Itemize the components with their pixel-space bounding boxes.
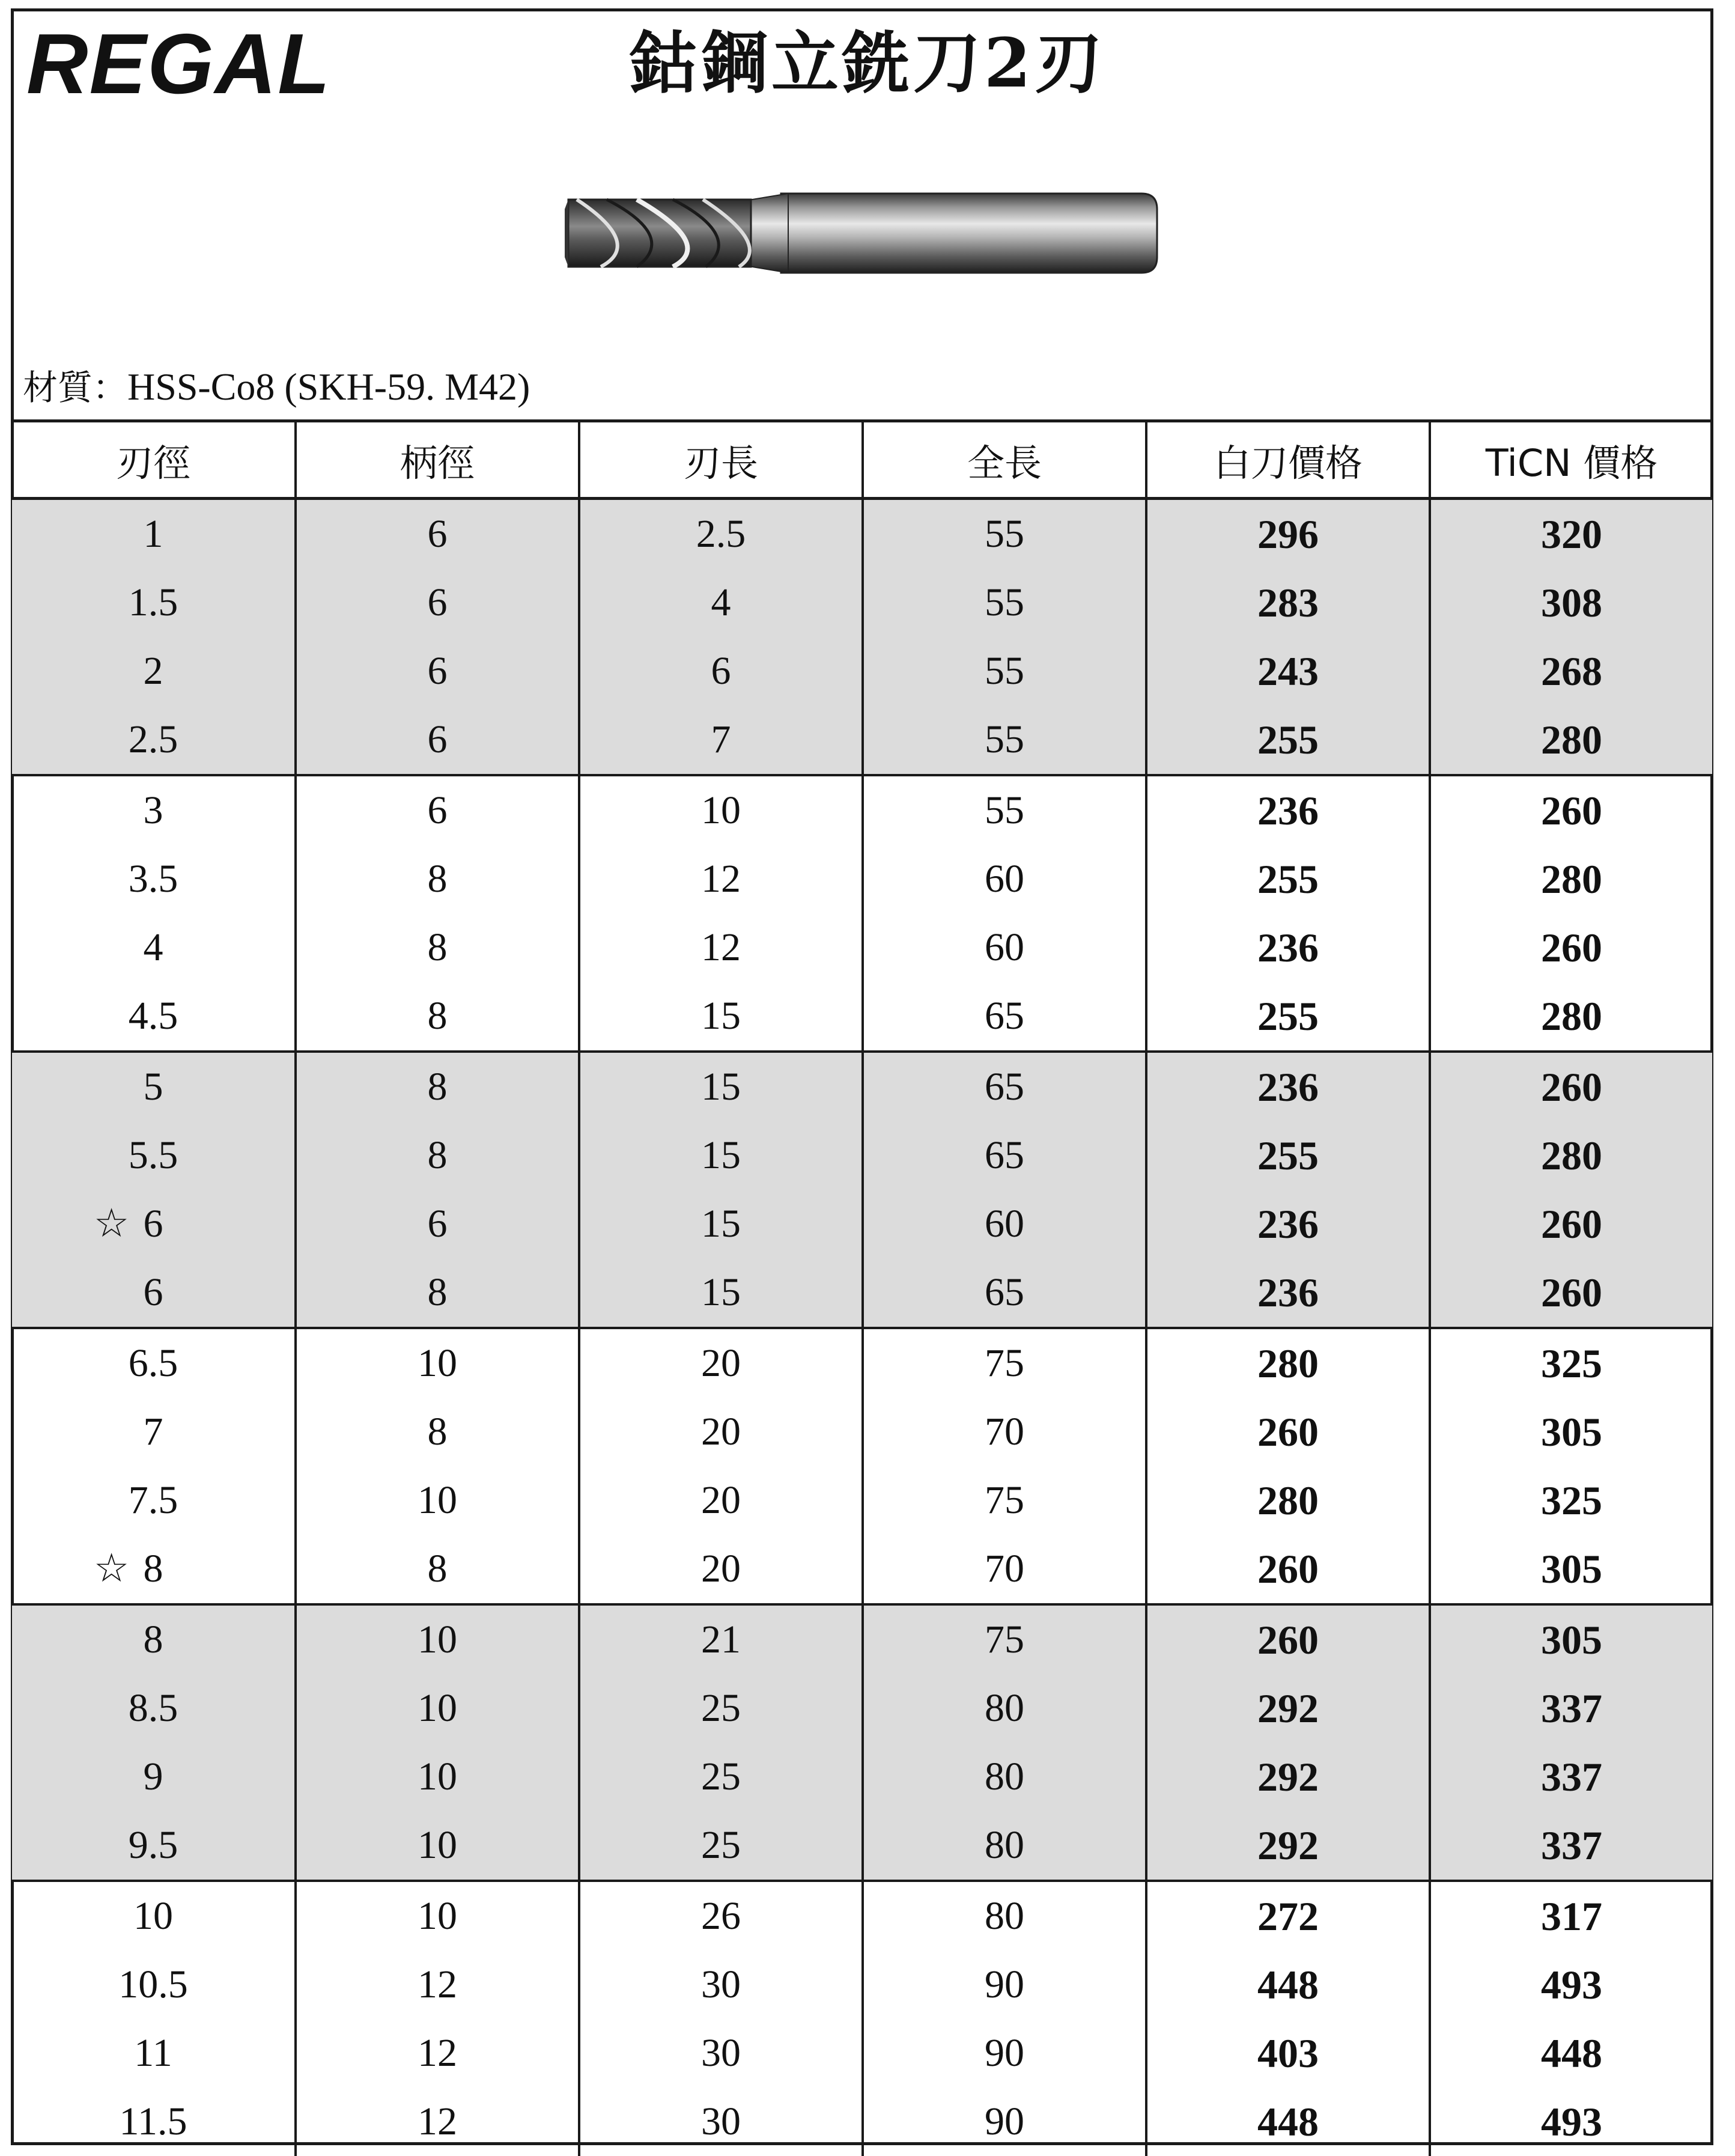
cell-price-plain: 296 <box>1146 499 1430 569</box>
cell-price-ticn: 280 <box>1430 845 1712 913</box>
table-row <box>12 913 1712 982</box>
cell-overall-length: 75 <box>863 1466 1146 1535</box>
cell-shank-diameter: 10 <box>296 1466 579 1535</box>
cell-price-ticn: 325 <box>1430 1466 1712 1535</box>
cell-flute-length: 2.5 <box>579 499 863 569</box>
cell-flute-length: 7 <box>579 705 863 775</box>
cell-shank-diameter: 6 <box>296 499 579 569</box>
cell-shank-diameter: 6 <box>296 568 579 637</box>
table-row <box>12 2019 1712 2087</box>
cell-price-plain: 255 <box>1146 982 1430 1052</box>
cell-cutting-diameter <box>12 568 296 637</box>
table-body <box>12 499 1712 2156</box>
cell-shank-diameter: 6 <box>296 705 579 775</box>
cell-price-plain: 236 <box>1146 1190 1430 1258</box>
cell-price-plain: 243 <box>1146 637 1430 705</box>
brand-logo: REGAL <box>26 16 331 112</box>
cell-price-plain: 448 <box>1146 1950 1430 2019</box>
cell-value: 6 <box>143 1202 163 1246</box>
cell-price-plain: 260 <box>1146 1535 1430 1604</box>
cell-flute-length: 12 <box>579 845 863 913</box>
cell-shank-diameter: 6 <box>296 637 579 705</box>
cell-price-plain: 260 <box>1146 1398 1430 1466</box>
cell-flute-length: 20 <box>579 1328 863 1398</box>
cell-overall-length: 55 <box>863 499 1146 569</box>
cell-cutting-diameter <box>12 1950 296 2019</box>
cell-shank-diameter: 8 <box>296 1535 579 1604</box>
material-value: HSS-Co8 (SKH-59. M42) <box>127 365 530 408</box>
cell-overall-length: 80 <box>863 1674 1146 1743</box>
cell-overall-length: 55 <box>863 775 1146 845</box>
cell-cutting-diameter <box>12 2087 296 2156</box>
cell-cutting-diameter <box>12 2019 296 2087</box>
cell-flute-length: 30 <box>579 2019 863 2087</box>
table-row <box>12 1881 1712 1950</box>
cell-price-ticn: 493 <box>1430 2087 1712 2156</box>
table-row <box>12 775 1712 845</box>
cell-price-ticn: 493 <box>1430 1950 1712 2019</box>
cell-value: 4 <box>143 925 163 969</box>
cell-price-ticn: 280 <box>1430 1121 1712 1190</box>
cell-flute-length: 25 <box>579 1674 863 1743</box>
cell-price-ticn: 337 <box>1430 1674 1712 1743</box>
cell-cutting-diameter <box>12 1466 296 1535</box>
cell-value: 3 <box>143 788 163 832</box>
cell-price-plain: 292 <box>1146 1674 1430 1743</box>
cell-overall-length: 60 <box>863 913 1146 982</box>
cell-value: 8 <box>143 1618 163 1661</box>
cell-value: 2 <box>143 649 163 693</box>
table-row <box>12 1674 1712 1743</box>
table-row <box>12 1743 1712 1811</box>
cell-price-plain: 236 <box>1146 775 1430 845</box>
cell-cutting-diameter <box>12 1328 296 1398</box>
cell-price-ticn: 280 <box>1430 982 1712 1052</box>
cell-shank-diameter: 10 <box>296 1328 579 1398</box>
cell-overall-length: 55 <box>863 568 1146 637</box>
cell-price-ticn: 337 <box>1430 1743 1712 1811</box>
end-mill-2-flute-icon <box>565 191 1159 275</box>
cell-cutting-diameter <box>12 1604 296 1674</box>
cell-price-ticn: 260 <box>1430 1052 1712 1121</box>
cell-flute-length: 21 <box>579 1604 863 1674</box>
cell-value: 10.5 <box>118 1963 188 2006</box>
cell-shank-diameter: 8 <box>296 913 579 982</box>
cell-price-plain: 236 <box>1146 1052 1430 1121</box>
star-icon: ☆ <box>94 1199 130 1246</box>
cell-cutting-diameter <box>12 1743 296 1811</box>
cell-overall-length: 65 <box>863 1052 1146 1121</box>
cell-cutting-diameter <box>12 1398 296 1466</box>
cell-cutting-diameter <box>12 1190 296 1258</box>
cell-shank-diameter: 10 <box>296 1743 579 1811</box>
cell-value: 8.5 <box>128 1686 178 1730</box>
cell-price-plain: 403 <box>1146 2019 1430 2087</box>
cell-overall-length: 75 <box>863 1604 1146 1674</box>
cell-price-ticn: 305 <box>1430 1604 1712 1674</box>
cell-overall-length: 55 <box>863 637 1146 705</box>
cell-flute-length: 15 <box>579 1121 863 1190</box>
cell-shank-diameter: 12 <box>296 2087 579 2156</box>
cell-flute-length: 15 <box>579 1258 863 1328</box>
cell-price-ticn: 260 <box>1430 775 1712 845</box>
cell-flute-length: 10 <box>579 775 863 845</box>
cell-flute-length: 25 <box>579 1743 863 1811</box>
cell-overall-length: 75 <box>863 1328 1146 1398</box>
star-icon: ☆ <box>94 1544 130 1591</box>
cell-cutting-diameter <box>12 775 296 845</box>
cell-cutting-diameter <box>12 705 296 775</box>
cell-cutting-diameter <box>12 1674 296 1743</box>
cell-shank-diameter: 12 <box>296 2019 579 2087</box>
cell-value: 9 <box>143 1755 163 1798</box>
cell-shank-diameter: 8 <box>296 982 579 1052</box>
table-row <box>12 1190 1712 1258</box>
table-row <box>12 1950 1712 2019</box>
cell-price-ticn: 260 <box>1430 913 1712 982</box>
table-row <box>12 637 1712 705</box>
cell-price-ticn: 280 <box>1430 705 1712 775</box>
header-price-plain: 白刀價格 <box>1146 421 1430 499</box>
cell-shank-diameter: 8 <box>296 1258 579 1328</box>
cell-shank-diameter: 8 <box>296 1121 579 1190</box>
cell-price-plain: 236 <box>1146 1258 1430 1328</box>
table-row <box>12 845 1712 913</box>
cell-shank-diameter: 10 <box>296 1811 579 1881</box>
table-row <box>12 568 1712 637</box>
cell-overall-length: 70 <box>863 1398 1146 1466</box>
table-row <box>12 499 1712 569</box>
cell-value: 11 <box>134 2031 172 2075</box>
table-row <box>12 1604 1712 1674</box>
cell-flute-length: 6 <box>579 637 863 705</box>
cell-overall-length: 80 <box>863 1881 1146 1950</box>
cell-shank-diameter: 8 <box>296 845 579 913</box>
table-row <box>12 1398 1712 1466</box>
header-flute-length: 刃長 <box>579 421 863 499</box>
cell-overall-length: 80 <box>863 1811 1146 1881</box>
cell-price-ticn: 305 <box>1430 1398 1712 1466</box>
cell-cutting-diameter <box>12 1535 296 1604</box>
cell-value: 3.5 <box>128 857 178 901</box>
table-row <box>12 1328 1712 1398</box>
cell-flute-length: 15 <box>579 1190 863 1258</box>
cell-price-plain: 292 <box>1146 1743 1430 1811</box>
cell-flute-length: 25 <box>579 1811 863 1881</box>
cell-value: 1.5 <box>128 580 178 624</box>
cell-cutting-diameter <box>12 845 296 913</box>
cell-value: 11.5 <box>119 2100 187 2143</box>
table-row <box>12 1258 1712 1328</box>
cell-price-ticn: 320 <box>1430 499 1712 569</box>
table-header-row <box>12 421 1712 499</box>
cell-value: 6 <box>143 1270 163 1314</box>
cell-price-plain: 448 <box>1146 2087 1430 2156</box>
cell-flute-length: 20 <box>579 1466 863 1535</box>
cell-shank-diameter: 6 <box>296 775 579 845</box>
cell-cutting-diameter <box>12 1811 296 1881</box>
cell-price-plain: 280 <box>1146 1328 1430 1398</box>
cell-price-plain: 280 <box>1146 1466 1430 1535</box>
cell-cutting-diameter <box>12 1258 296 1328</box>
cell-value: 4.5 <box>128 994 178 1038</box>
cell-cutting-diameter <box>12 499 296 569</box>
cell-price-plain: 255 <box>1146 705 1430 775</box>
cell-flute-length: 30 <box>579 1950 863 2019</box>
cell-price-ticn: 260 <box>1430 1190 1712 1258</box>
cell-price-ticn: 260 <box>1430 1258 1712 1328</box>
cell-overall-length: 70 <box>863 1535 1146 1604</box>
cell-price-plain: 272 <box>1146 1881 1430 1950</box>
cell-flute-length: 20 <box>579 1535 863 1604</box>
table-row <box>12 1052 1712 1121</box>
cell-value: 6.5 <box>128 1341 178 1385</box>
cell-shank-diameter: 10 <box>296 1881 579 1950</box>
cell-price-ticn: 308 <box>1430 568 1712 637</box>
cell-price-plain: 236 <box>1146 913 1430 982</box>
table-row <box>12 705 1712 775</box>
cell-price-ticn: 305 <box>1430 1535 1712 1604</box>
cell-cutting-diameter <box>12 913 296 982</box>
cell-price-ticn: 317 <box>1430 1881 1712 1950</box>
cell-flute-length: 15 <box>579 982 863 1052</box>
cell-price-plain: 255 <box>1146 845 1430 913</box>
cell-value: 5.5 <box>128 1133 178 1177</box>
material-label: 材質： <box>23 367 128 408</box>
cell-value: 7.5 <box>128 1478 178 1522</box>
cell-price-ticn: 268 <box>1430 637 1712 705</box>
page-title: 鈷鋼立銑刀2刃 <box>630 24 1105 103</box>
cell-price-ticn: 325 <box>1430 1328 1712 1398</box>
cell-shank-diameter: 8 <box>296 1398 579 1466</box>
cell-overall-length: 65 <box>863 1258 1146 1328</box>
cell-overall-length: 60 <box>863 1190 1146 1258</box>
cell-price-plain: 260 <box>1146 1604 1430 1674</box>
cell-cutting-diameter <box>12 1121 296 1190</box>
cell-price-plain: 292 <box>1146 1811 1430 1881</box>
cell-value: 1 <box>143 512 163 556</box>
table-row <box>12 982 1712 1052</box>
cell-overall-length: 90 <box>863 2087 1146 2156</box>
cell-value: 7 <box>143 1410 163 1454</box>
cell-shank-diameter: 6 <box>296 1190 579 1258</box>
cell-cutting-diameter <box>12 1881 296 1950</box>
cell-cutting-diameter <box>12 982 296 1052</box>
cell-flute-length: 15 <box>579 1052 863 1121</box>
table-row <box>12 2087 1712 2156</box>
cell-shank-diameter: 12 <box>296 1950 579 2019</box>
cell-price-plain: 283 <box>1146 568 1430 637</box>
header-cutting-diameter: 刃徑 <box>12 421 296 499</box>
cell-price-plain: 255 <box>1146 1121 1430 1190</box>
cell-cutting-diameter <box>12 637 296 705</box>
cell-flute-length: 30 <box>579 2087 863 2156</box>
cell-overall-length: 90 <box>863 2019 1146 2087</box>
cell-shank-diameter: 10 <box>296 1674 579 1743</box>
cell-shank-diameter: 8 <box>296 1052 579 1121</box>
header-shank-diameter: 柄徑 <box>296 421 579 499</box>
table-row <box>12 1466 1712 1535</box>
cell-flute-length: 4 <box>579 568 863 637</box>
header-price-ticn: TiCN 價格 <box>1430 421 1712 499</box>
cell-cutting-diameter <box>12 1052 296 1121</box>
price-table <box>12 419 1712 2156</box>
cell-overall-length: 80 <box>863 1743 1146 1811</box>
cell-value: 2.5 <box>128 717 178 761</box>
cell-overall-length: 65 <box>863 982 1146 1052</box>
cell-overall-length: 60 <box>863 845 1146 913</box>
cell-value: 9.5 <box>128 1823 178 1867</box>
cell-value: 10 <box>133 1894 173 1938</box>
cell-value: 8 <box>143 1547 163 1591</box>
cell-shank-diameter: 10 <box>296 1604 579 1674</box>
cell-overall-length: 55 <box>863 705 1146 775</box>
table-row <box>12 1121 1712 1190</box>
header-overall-length: 全長 <box>863 421 1146 499</box>
cell-flute-length: 20 <box>579 1398 863 1466</box>
cell-flute-length: 12 <box>579 913 863 982</box>
cell-value: 5 <box>143 1065 163 1109</box>
table-row <box>12 1811 1712 1881</box>
cell-overall-length: 90 <box>863 1950 1146 2019</box>
material-spec <box>23 365 530 408</box>
cell-price-ticn: 337 <box>1430 1811 1712 1881</box>
table-row <box>12 1535 1712 1604</box>
cell-flute-length: 26 <box>579 1881 863 1950</box>
cell-overall-length: 65 <box>863 1121 1146 1190</box>
cell-price-ticn: 448 <box>1430 2019 1712 2087</box>
